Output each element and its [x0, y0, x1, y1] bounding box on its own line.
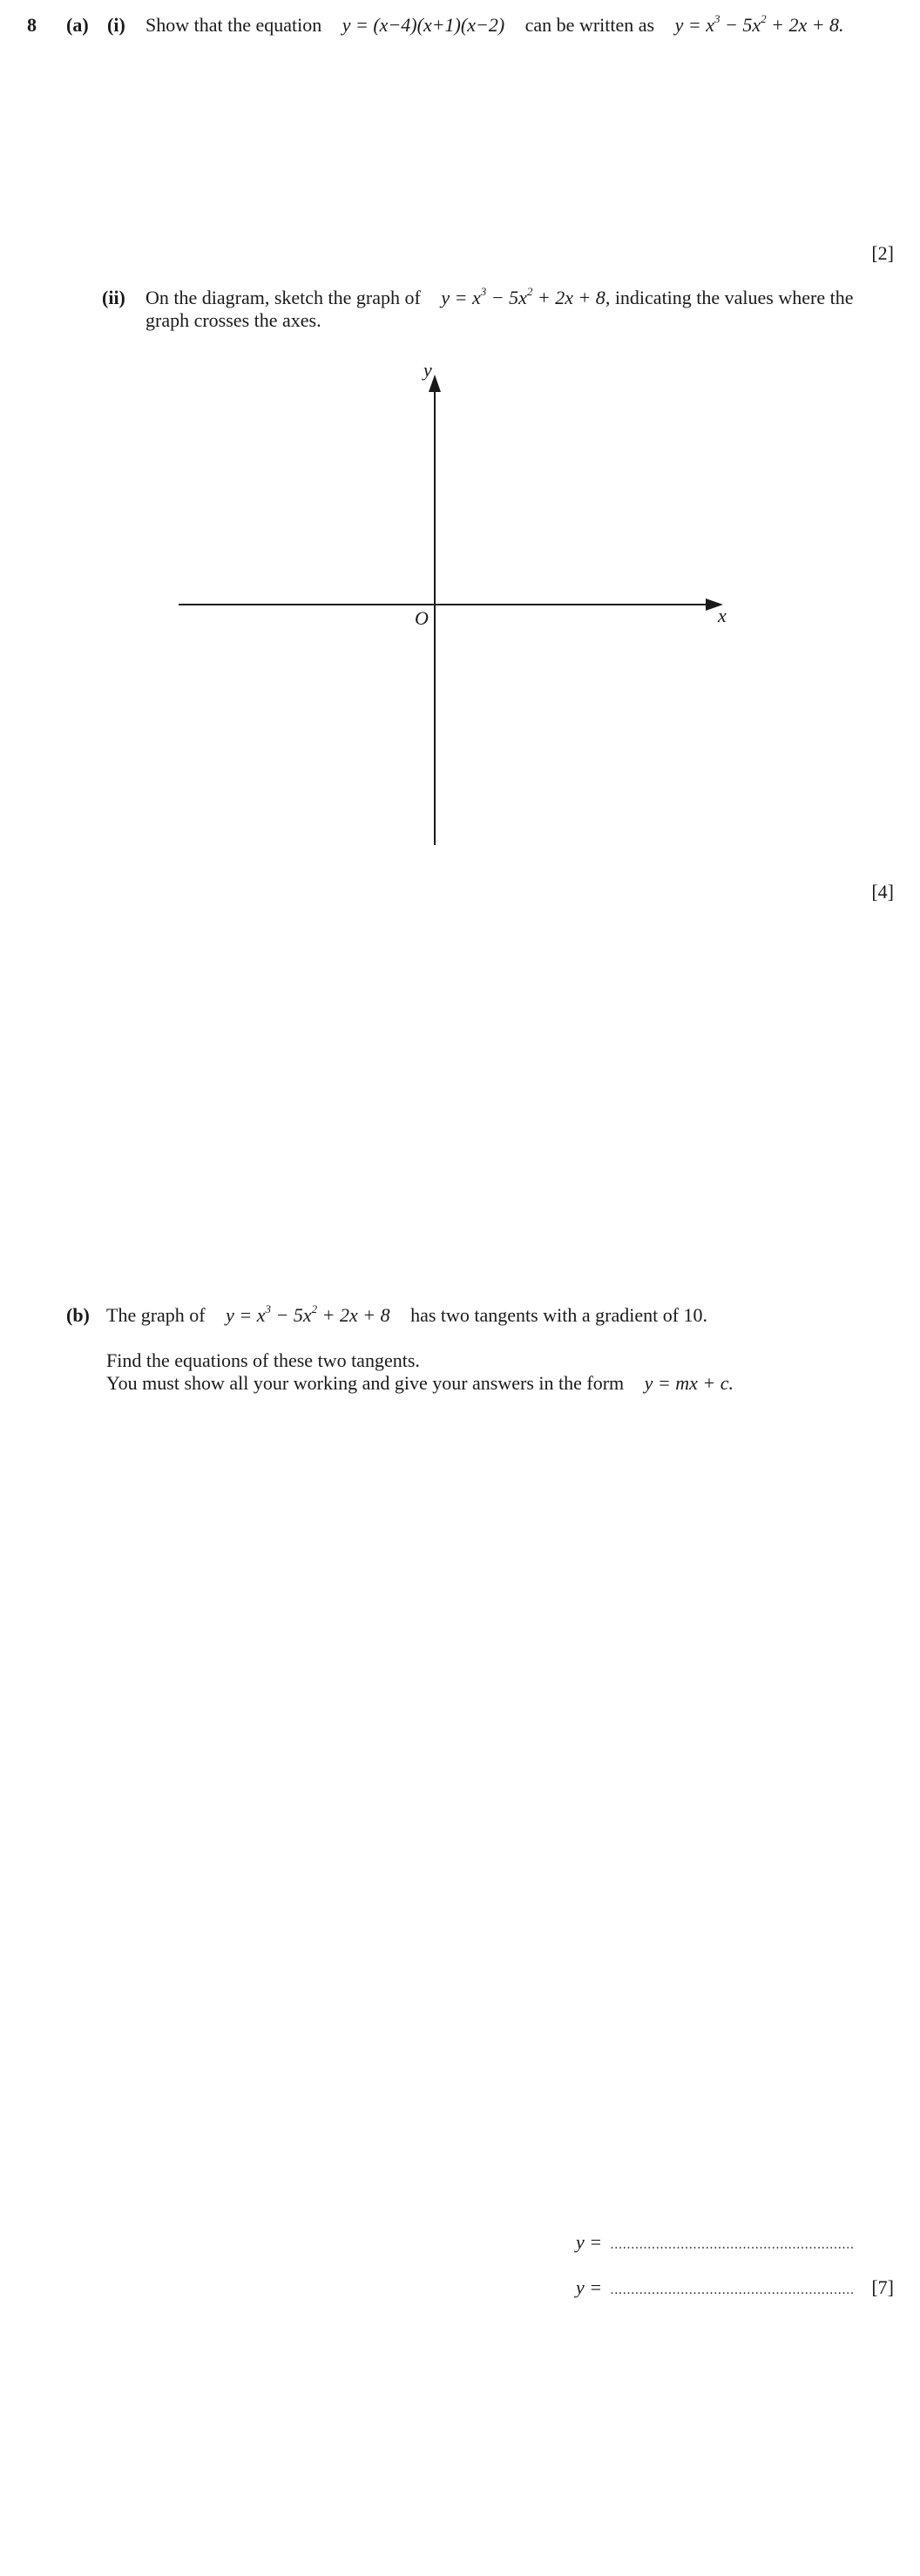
- sub-ii-question-line-2: graph crosses the axes.: [145, 309, 321, 331]
- eq-power-2: 2: [761, 12, 767, 25]
- part-b-instruction-2-line: [106, 1372, 734, 1395]
- answer-dots-1: ...........................................................: [610, 2238, 855, 2252]
- eq-power-3: 3: [480, 285, 487, 298]
- part-a-label: (a): [66, 14, 89, 36]
- sub-ii-equation: [441, 287, 605, 308]
- eq-rest: + 2x + 8: [317, 1304, 390, 1326]
- x-axis-label: x: [718, 605, 727, 626]
- answer-dots-2: ...........................................................: [610, 2283, 855, 2297]
- sub-i-equation-expanded: [675, 14, 844, 36]
- eq-rest: + 2x + 8.: [766, 14, 844, 36]
- eq-power-2: 2: [526, 285, 533, 298]
- eq-rest: + 2x + 8: [532, 287, 605, 308]
- part-b-label: (b): [66, 1304, 90, 1326]
- part-b-instruction-2: You must show all your working and give your answers in the form: [106, 1372, 625, 1394]
- sub-i-marks: [2]: [871, 242, 894, 264]
- sub-i-question-line: [145, 14, 844, 37]
- origin-label: O: [415, 607, 429, 629]
- eq-mid: − 5x: [271, 1304, 312, 1326]
- answer-line-1[interactable]: [576, 2231, 855, 2254]
- eq-power-3: 3: [714, 12, 720, 25]
- eq-mid: − 5x: [486, 287, 527, 308]
- part-b-instruction-1: Find the equations of these two tangents.: [106, 1349, 420, 1371]
- answer-line-2[interactable]: [576, 2276, 855, 2299]
- sub-i-text-before: Show that the equation: [145, 14, 322, 36]
- answer-prefix-2: y =: [576, 2276, 603, 2298]
- eq-lhs: y = x: [674, 14, 714, 36]
- question-number: 8: [27, 14, 37, 36]
- part-b-text-before: The graph of: [106, 1304, 206, 1326]
- sub-ii-text-after: , indicating the values where the: [605, 287, 854, 308]
- part-b-text-after: has two tangents with a gradient of 10.: [410, 1304, 708, 1326]
- answer-prefix-1: y =: [576, 2231, 603, 2253]
- eq-power-3: 3: [265, 1302, 271, 1315]
- eq-lhs: y = x: [226, 1304, 266, 1326]
- sub-i-label: (i): [107, 14, 125, 36]
- axes-diagram: [166, 357, 741, 854]
- eq-mid: − 5x: [720, 14, 761, 36]
- sub-i-text-middle: can be written as: [524, 14, 655, 36]
- sub-ii-label: (ii): [102, 287, 125, 308]
- sub-ii-marks: [4]: [871, 881, 894, 903]
- sub-ii-question-line-1: [145, 287, 854, 309]
- part-b-equation: [226, 1304, 389, 1326]
- sub-i-equation-factored: y = (x−4)(x+1)(x−2): [342, 14, 505, 36]
- sub-ii-text-before: On the diagram, sketch the graph of: [145, 287, 421, 308]
- y-axis-label: y: [423, 359, 432, 381]
- eq-power-2: 2: [311, 1302, 318, 1315]
- part-b-question-line: [106, 1304, 707, 1327]
- part-b-answer-form: y = mx + c.: [644, 1372, 734, 1394]
- part-b-marks: [7]: [871, 2276, 894, 2298]
- eq-lhs: y = x: [441, 287, 481, 308]
